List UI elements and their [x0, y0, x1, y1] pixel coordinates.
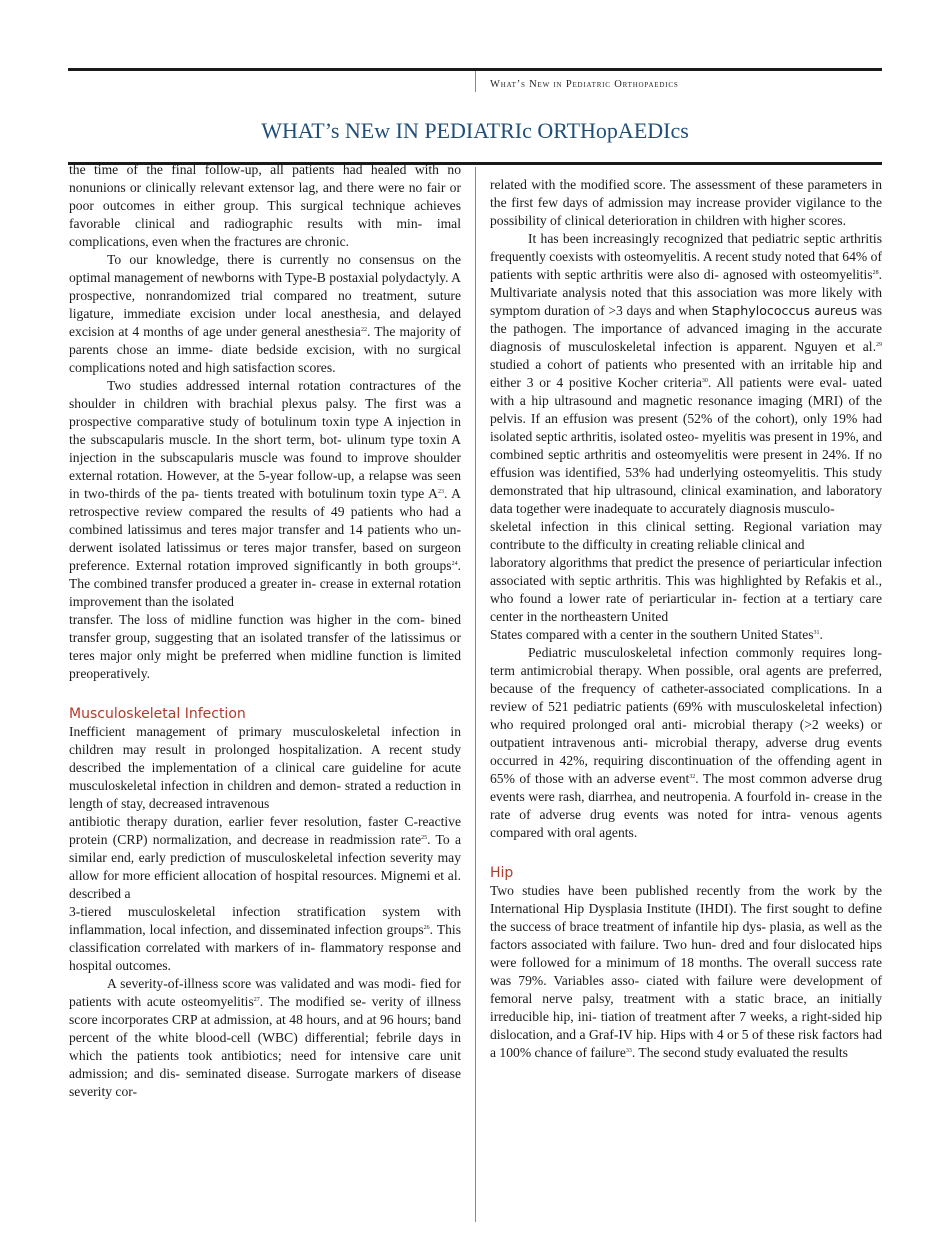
paragraph-text: related with the modified score. The assessment of these parameters in the first few days of admission may increase provider vigilance to the possibility of clinical deterioration in children with higher scores.: [490, 177, 882, 228]
paragraph-text: Pediatric musculoskeletal infection commonly requires long-term antimicrobial therapy. When possible, oral agents are preferred, because of the frequency of catheter-associated complications. In a review of 521 pediatric patients (69% with musculoskeletal infection) who required prolonged oral anti- microbial therapy (>2 weeks) or outpatient intravenous anti- microbial therapy, adverse drug events occurred in 42%, requiring discontinuation of the offending agent in 65% of those with an adverse event: [490, 645, 882, 786]
paragraph: [69, 377, 461, 611]
page-title: WHAT’s NEw IN PEDIATRIc ORTHopAEDIcs: [261, 118, 689, 143]
paragraph: [490, 626, 882, 644]
paragraph-text: 3-tiered musculoskeletal infection stratification system with inflammation, local infection, and disseminated infection groups: [69, 904, 461, 937]
paragraph-text: . The second study evaluated the results: [631, 1045, 848, 1060]
reference-number: 30: [701, 378, 708, 384]
reference-number: 26: [423, 925, 430, 931]
paragraph-text: . All patients were eval- uated with a hip ultrasound and magnetic resonance imaging (MRI) of the pelvis. If an effusion was present (52% of the cohort), only 19% had isolated septic arthritis, isolated osteo- myelitis was present in 19%, and combined septic arthritis and osteomyelitis were present in 24%. If no effusion was identified, 53% had underlying osteomyelitis. This study demonstrated that hip ultrasound, clinical examination, and laboratory data together were inadequate to accurately diagnosis musculo-: [490, 375, 882, 516]
paragraph-text: . Multivariate analysis noted that this association was more likely with symptom duration of >3 days and when: [490, 267, 882, 318]
reference-number: 28: [872, 270, 879, 276]
paragraph-text: . To a similar end, early prediction of musculoskeletal infection severity may allow for more efficient allocation of hospital resources. Mignemi et al. described a: [69, 832, 461, 901]
paragraph: [490, 644, 882, 842]
paragraph: [490, 554, 882, 626]
paragraph-text: Two studies addressed internal rotation contractures of the shoulder in children with brachial plexus palsy. The first was a prospective comparative study of botulinum toxin type A injection in the subscapularis muscle. In the short term, bot- ulinum type toxin A injection in the subscapularis muscle was found to improve shoulder external rotation. However, at the 5-year follow-up, a relapse was seen in two-thirds of the pa- tients treated with botulinum toxin type A: [69, 378, 461, 501]
reference-number: 22: [360, 327, 367, 333]
paragraph-text: the time of the final follow-up, all patients had healed with no nonunions or clinically relevant extensor lag, and there were no fair or poor outcomes in either group. This surgical technique achieves favorable clinical and radiographic results with min- imal complications, even when the fractures are chronic.: [69, 162, 461, 249]
paragraph-text: A severity-of-illness score was validated and was modi- fied for patients with acute osteomyelitis: [69, 976, 461, 1009]
paragraph: [69, 813, 461, 903]
paragraph-text: Inefficient management of primary musculoskeletal infection in children may result in prolonged hospitalization. A recent study described the implementation of a clinical care guideline for acute musculoskeletal infection in children and demon- strated a reduction in length of stay, decreased intravenous: [69, 724, 461, 811]
reference-number: 29: [876, 342, 882, 348]
reference-number: 33: [625, 1048, 632, 1054]
paragraph: [69, 903, 461, 975]
paragraph-text: . The majority of parents chose an imme- diate bedside excision, with no surgical complications noted and high satisfaction scores.: [69, 324, 461, 375]
reference-number: 23: [437, 489, 444, 495]
paragraph-text: . The most common adverse drug events were rash, diarrhea, and neutropenia. A fourfold in- crease in the rate of adverse drug events was noted for intra- venous agents compared with oral agents.: [490, 771, 882, 840]
paragraph-text: . This classification correlated with markers of in- flammatory response and hospital outcomes.: [69, 922, 461, 973]
paragraph: [69, 611, 461, 683]
paragraph-text: transfer. The loss of midline function was higher in the com- bined transfer group, suggesting that an isolated transfer of the latissimus or teres major only might be preferred when midline function is limited preoperatively.: [69, 612, 461, 681]
paragraph-text: was the pathogen. The importance of advanced imaging in the accurate diagnosis of musculoskeletal infection is apparent. Nguyen et al.: [490, 303, 882, 354]
right-column: [490, 176, 882, 1062]
reference-number: 25: [421, 835, 428, 841]
paragraph-text: . A retrospective review compared the results of 49 patients who had a combined latissimus and teres major transfer and 14 patients who un- derwent isolated latissimus or teres major transfer, based on surgeon preference. External rotation improved significantly in both groups: [69, 486, 461, 573]
paragraph: [490, 230, 882, 518]
paragraph-text: laboratory algorithms that predict the presence of periarticular infection associated with septic arthritis. This was highlighted by Refakis et al., who found a lower rate of periarticular in- fection at a tertiary care center in the northeastern United: [490, 555, 882, 624]
paragraph-text: antibiotic therapy duration, earlier fever resolution, faster C-reactive protein (CRP) normalization, and decrease in readmission rate: [69, 814, 461, 847]
organism-name: Staphylococcus aureus: [711, 303, 858, 318]
paragraph: [69, 975, 461, 1101]
running-head: What’s New in Pediatric Orthopaedics: [490, 79, 679, 90]
paragraph: [490, 176, 882, 230]
paragraph-text: States compared with a center in the southern United States: [490, 627, 814, 642]
paragraph: [69, 251, 461, 377]
paragraph-text: To our knowledge, there is currently no consensus on the optimal management of newborns with Type-B postaxial polydactyly. A prospective, nonrandomized trial compared no treatment, suture ligature, immediate excision under local anesthesia, and delayed excision at 4 months of age under general anesthesia: [69, 252, 461, 339]
paragraph-text: studied a cohort of patients who presented with an irritable hip and either 3 or 4 positive Kocher criteria: [490, 357, 882, 390]
paragraph-text: Two studies have been published recently from the work by the International Hip Dysplasia Institute (IHDI). The first sought to define the success of brace treatment of infantile hip dys- plasia, as well as the factors associated with failure. Two hun- dred and four dislocated hips were followed for a minimum of 18 months. The overall success rate was 79%. Variables asso- ciated with failure were development of femoral nerve palsy, treatment with a static brace, an initially irreducible hip, ini- tiation of treatment after 7 weeks, a right-sided hip dislocation, and a Graf-IV hip. Hips with 4 or 5 of these risk factors had a 100% chance of failure: [490, 883, 882, 1060]
paragraph: [490, 518, 882, 554]
section-heading-hip: Hip: [490, 865, 514, 881]
paragraph-text: skeletal infection in this clinical setting. Regional variation may contribute to the difficulty in creating reliable clinical and: [490, 519, 882, 552]
paragraph: [490, 882, 882, 1062]
paragraph-text: It has been increasingly recognized that pediatric septic arthritis frequently coexists with osteomyelitis. A recent study noted that 64% of patients with septic arthritis were also di- agnosed with osteomyelitis: [490, 231, 882, 282]
reference-number: 27: [253, 997, 260, 1003]
paragraph-text: . The combined transfer produced a greater in- crease in external rotation improvement than the isolated: [69, 558, 461, 609]
paragraph-text: .: [819, 627, 823, 642]
paragraph: [69, 161, 461, 251]
paragraph: [69, 723, 461, 813]
reference-number: 32: [689, 774, 696, 780]
paragraph-text: . The modified se- verity of illness score incorporates CRP at admission, at 48 hours, and at 96 hours; band percent of the white blood-cell (WBC) differential; febrile days in which the patients took antibiotics; need for intensive care unit admission; and dis- seminated disease. Surrogate markers of disease severity cor-: [69, 994, 461, 1099]
column-divider: [475, 167, 476, 1222]
left-column: [69, 161, 461, 1101]
reference-number: 31: [813, 630, 820, 636]
section-heading-musculoskeletal-infection: Musculoskeletal Infection: [69, 706, 246, 722]
header-divider: [475, 71, 476, 92]
reference-number: 24: [451, 561, 458, 567]
